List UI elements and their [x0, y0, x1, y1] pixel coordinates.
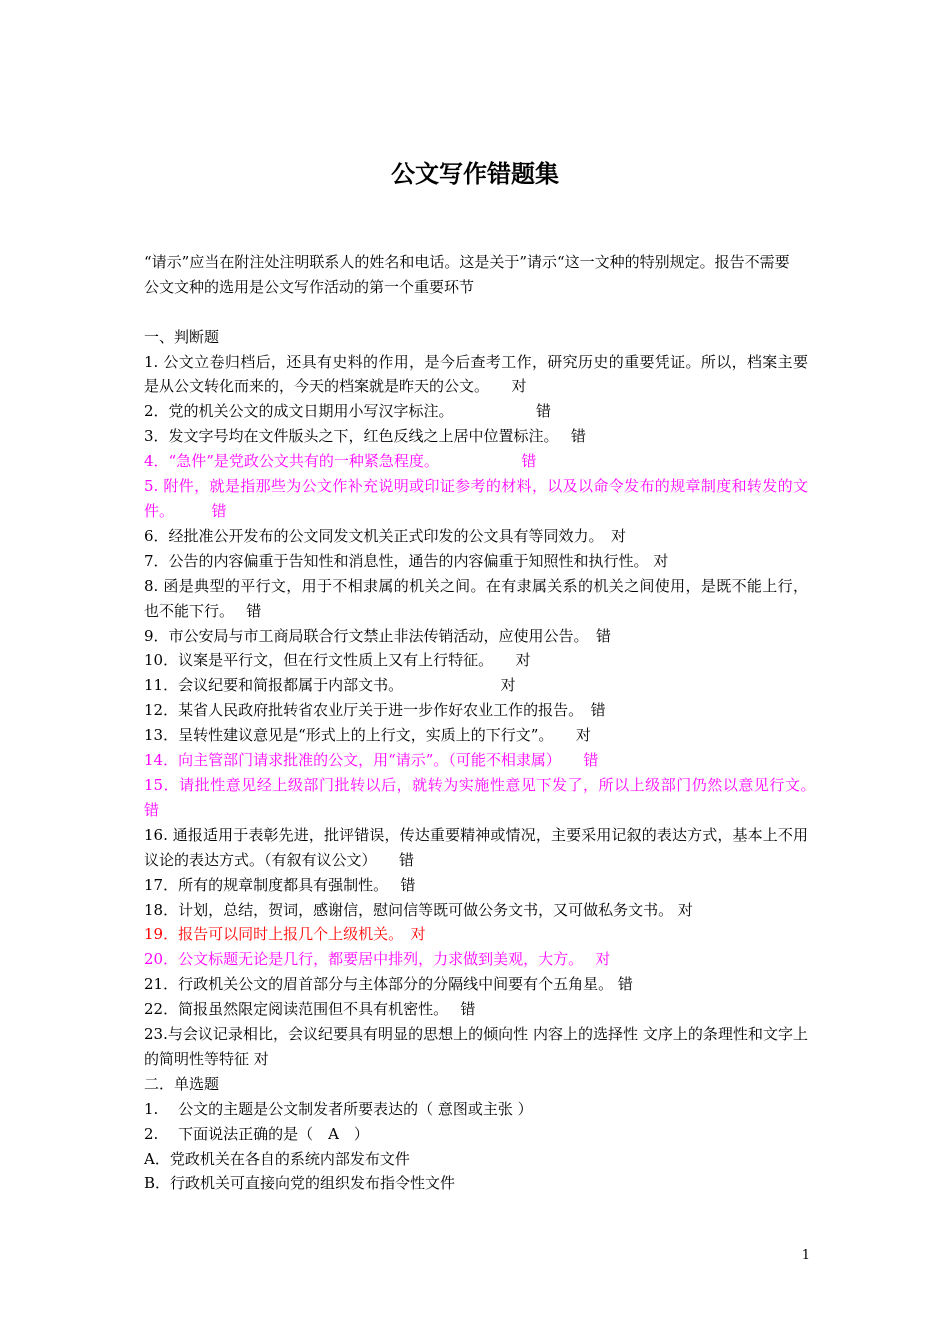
page-title: 公文写作错题集	[391, 160, 559, 188]
question-item: 1. 公文的主题是公文制发者所要表达的（ 意图或主张 ）	[144, 1099, 533, 1118]
question-item: B．行政机关可直接向党的组织发布指令性文件	[144, 1174, 456, 1193]
question-item: 20．公文标题无论是几行，都要居中排列，力求做到美观，大方。 对	[144, 950, 611, 969]
question-item: 2. 下面说法正确的是（ A ）	[144, 1124, 369, 1143]
question-item: 19．报告可以同时上报几个上级机关。 对	[144, 925, 426, 944]
question-item: 11．会议纪要和简报都属于内部文书。 对	[144, 676, 516, 695]
question-item: 4．“急件”是党政公文共有的一种紧急程度。 错	[144, 452, 537, 471]
question-item: 21．行政机关公文的眉首部分与主体部分的分隔线中间要有个五角星。 错	[144, 975, 633, 994]
question-item: 2．党的机关公文的成文日期用小写汉字标注。 错	[144, 402, 552, 421]
section-heading-single-choice: 二．单选题	[144, 1074, 220, 1093]
question-item: 22．简报虽然限定阅读范围但不具有机密性。 错	[144, 1000, 476, 1019]
question-item: 1. 公文立卷归档后，还具有史料的作用，是今后查考工作，研究历史的重要凭证。所以，档案主要是从公文转化而来的，今天的档案就是昨天的公文。 对	[144, 352, 808, 396]
intro-paragraph: “请示”应当在附注处注明联系人的姓名和电话。这是关于”请示“这一文种的特别规定。报告不需要	[144, 253, 790, 271]
question-item: 7．公告的内容偏重于告知性和消息性，通告的内容偏重于知照性和执行性。 对	[144, 551, 669, 570]
question-item: 13．呈转性建议意见是“形式上的上行文，实质上的下行文”。 对	[144, 726, 591, 745]
question-item: A．党政机关在各自的系统内部发布文件	[144, 1149, 410, 1168]
section-heading-true-false: 一、判断题	[144, 327, 220, 346]
blank-line	[144, 300, 808, 325]
question-item: 3．发文字号均在文件版头之下，红色反线之上居中位置标注。 错	[144, 427, 586, 446]
question-item: 5. 附件，就是指那些为公文作补充说明或印证参考的材料，以及以命令发布的规章制度和转发的文件。 错	[144, 477, 808, 521]
page-number: 1	[801, 1248, 810, 1263]
question-item: 10．议案是平行文，但在行文性质上又有上行特征。 对	[144, 651, 531, 670]
question-item: 15．请批性意见经上级部门批转以后，就转为实施性意见下发了，所以上级部门仍然以意见行文。 错	[144, 775, 839, 819]
question-item: 17．所有的规章制度都具有强制性。 错	[144, 875, 416, 894]
question-item: 6．经批准公开发布的公文同发文机关正式印发的公文具有等同效力。 对	[144, 526, 627, 545]
intro-paragraph: 公文文种的选用是公文写作活动的第一个重要环节	[144, 277, 475, 296]
question-item: 16. 通报适用于表彰先进，批评错误，传达重要精神或情况，主要采用记叙的表达方式，基本上不用议论的表达方式。（有叙有议公文） 错	[144, 825, 808, 869]
question-item: 18．计划，总结，贺词，感谢信，慰问信等既可做公务文书，又可做私务文书。 对	[144, 900, 693, 919]
question-item: 23.与会议记录相比，会议纪要具有明显的思想上的倾向性 内容上的选择性 文序上的条理性和文字上的简明性等特征 对	[144, 1025, 808, 1068]
question-item: 12．某省人民政府批转省农业厅关于进一步作好农业工作的报告。 错	[144, 701, 606, 720]
question-item: 8. 函是典型的平行文，用于不相隶属的机关之间。在有隶属关系的机关之间使用，是既不能上行，也不能下行。 错	[144, 576, 808, 620]
single-choice-list	[144, 1097, 808, 1197]
document-body	[144, 250, 839, 1196]
question-item: 9．市公安局与市工商局联合行文禁止非法传销活动，应使用公告。 错	[144, 626, 612, 645]
question-item: 14．向主管部门请求批准的公文，用“请示”。（可能不相隶属） 错	[144, 751, 599, 770]
true-false-list	[144, 350, 839, 1072]
